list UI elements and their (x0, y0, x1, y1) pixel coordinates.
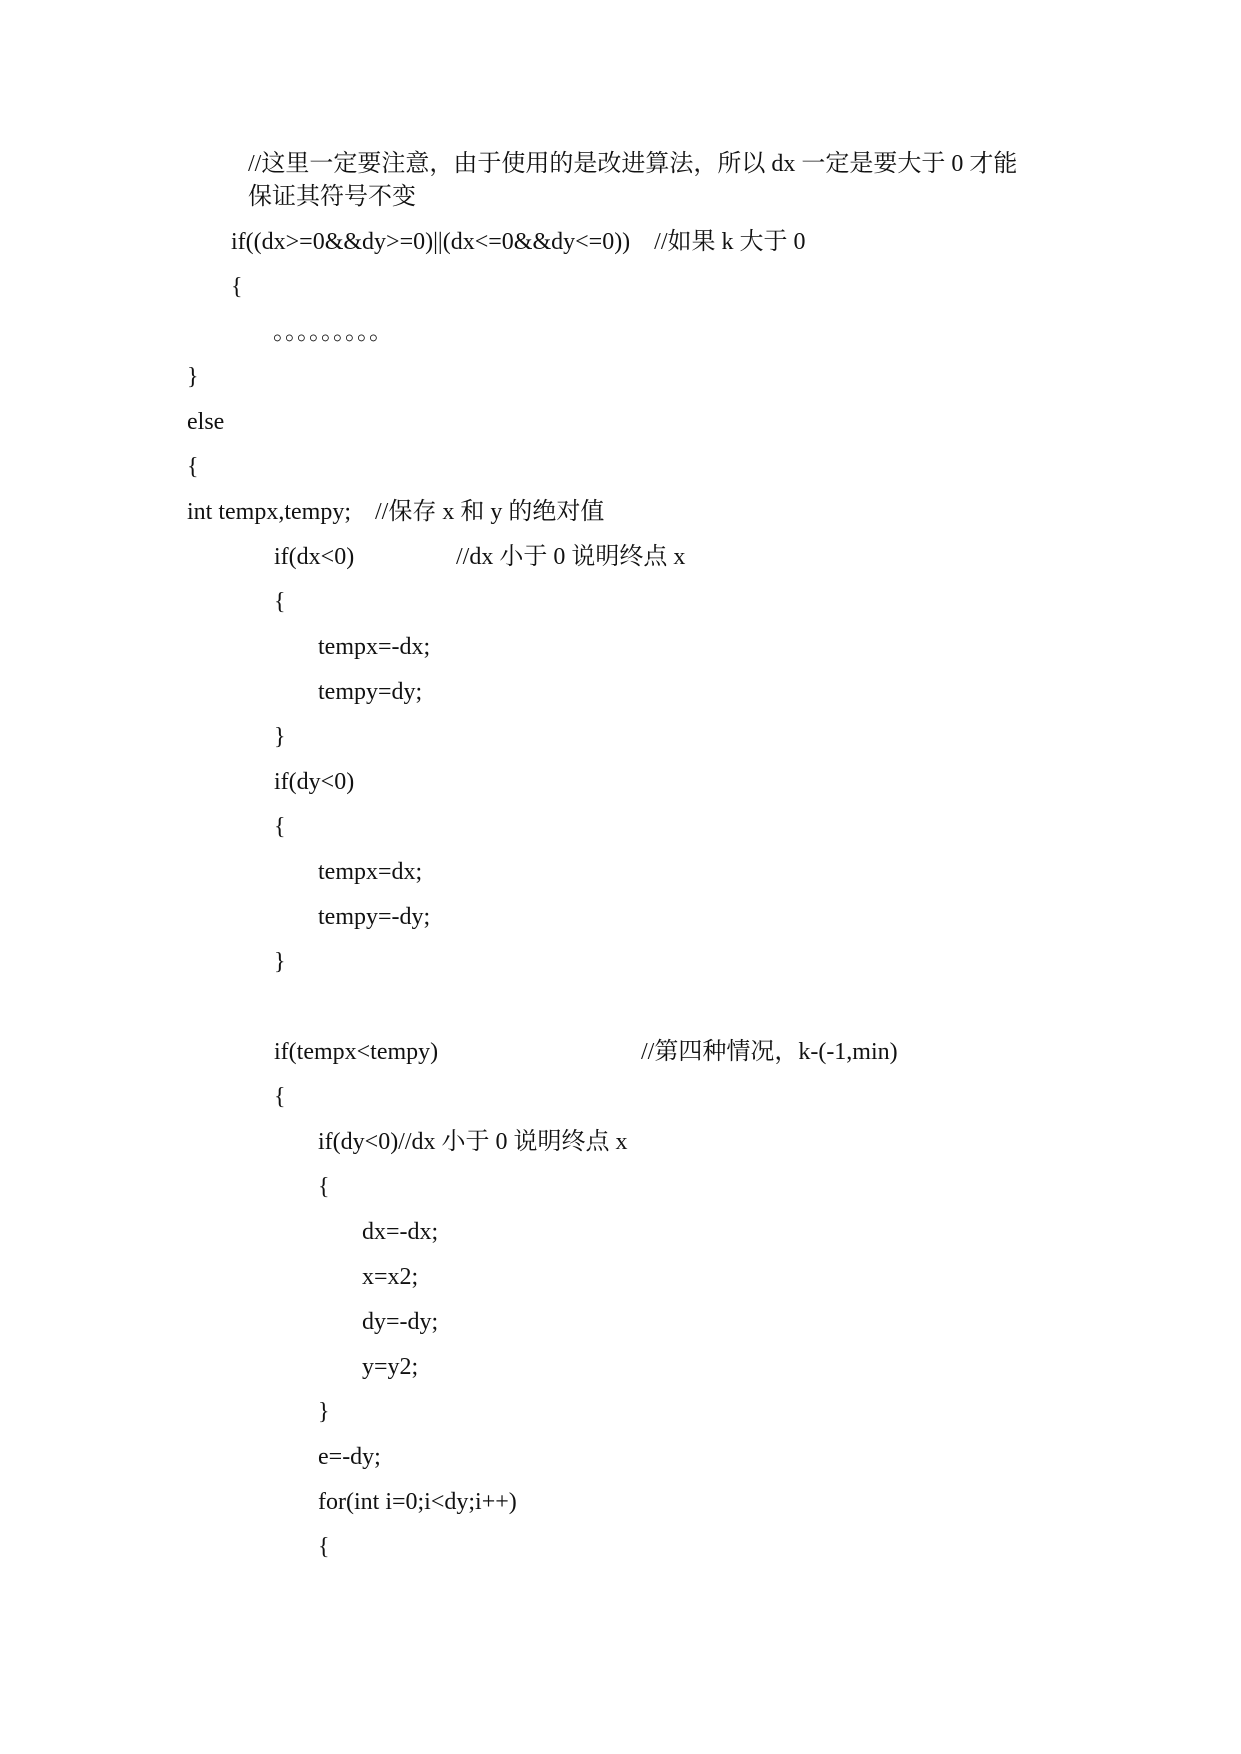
code-line-statement: dx=-dx; (362, 1219, 439, 1245)
code-line-if-tempx-less: if(tempx<tempy) (274, 1039, 439, 1065)
code-line-close-brace: } (274, 949, 286, 975)
code-line-open-brace: { (231, 274, 243, 300)
code-line-statement: tempx=dx; (318, 859, 423, 885)
code-line-close-brace: } (318, 1399, 330, 1425)
ellipsis-line: 。。。。。。。。。 (273, 319, 393, 345)
code-line-statement: dy=-dy; (362, 1309, 439, 1335)
comment-line-1: //这里一定要注意，由于使用的是改进算法，所以 dx 一定是要大于 0 才能 (248, 151, 1018, 177)
code-line-open-brace: { (187, 454, 199, 480)
code-line-comment: //第四种情况，k-(-1,min) (641, 1039, 898, 1065)
code-line-else: else (187, 409, 225, 435)
code-line-if-dx-negative: if(dx<0) (274, 544, 355, 570)
code-line-statement: e=-dy; (318, 1444, 381, 1470)
code-line-open-brace: { (318, 1174, 330, 1200)
code-line-if-dy-negative: if(dy<0)//dx 小于 0 说明终点 x (318, 1129, 628, 1155)
comment-line-2: 保证其符号不变 (248, 184, 416, 210)
code-line-close-brace: } (274, 724, 286, 750)
code-line-if-dy-negative: if(dy<0) (274, 769, 355, 795)
code-line-comment: //dx 小于 0 说明终点 x (456, 544, 686, 570)
code-line-close-brace: } (187, 364, 199, 390)
code-line-open-brace: { (274, 1084, 286, 1110)
code-line-open-brace: { (274, 589, 286, 615)
code-line-for-loop: for(int i=0;i<dy;i++) (318, 1489, 517, 1515)
code-line-declare-temps: int tempx,tempy; //保存 x 和 y 的绝对值 (187, 499, 605, 525)
code-line-statement: tempy=-dy; (318, 904, 431, 930)
code-line-open-brace: { (318, 1534, 330, 1560)
code-line-statement: y=y2; (362, 1354, 419, 1380)
code-line-if-k-positive: if((dx>=0&&dy>=0)||(dx<=0&&dy<=0)) //如果 k 大于 0 (231, 229, 806, 255)
code-line-statement: x=x2; (362, 1264, 419, 1290)
code-line-statement: tempy=dy; (318, 679, 423, 705)
code-line-open-brace: { (274, 814, 286, 840)
code-line-statement: tempx=-dx; (318, 634, 431, 660)
